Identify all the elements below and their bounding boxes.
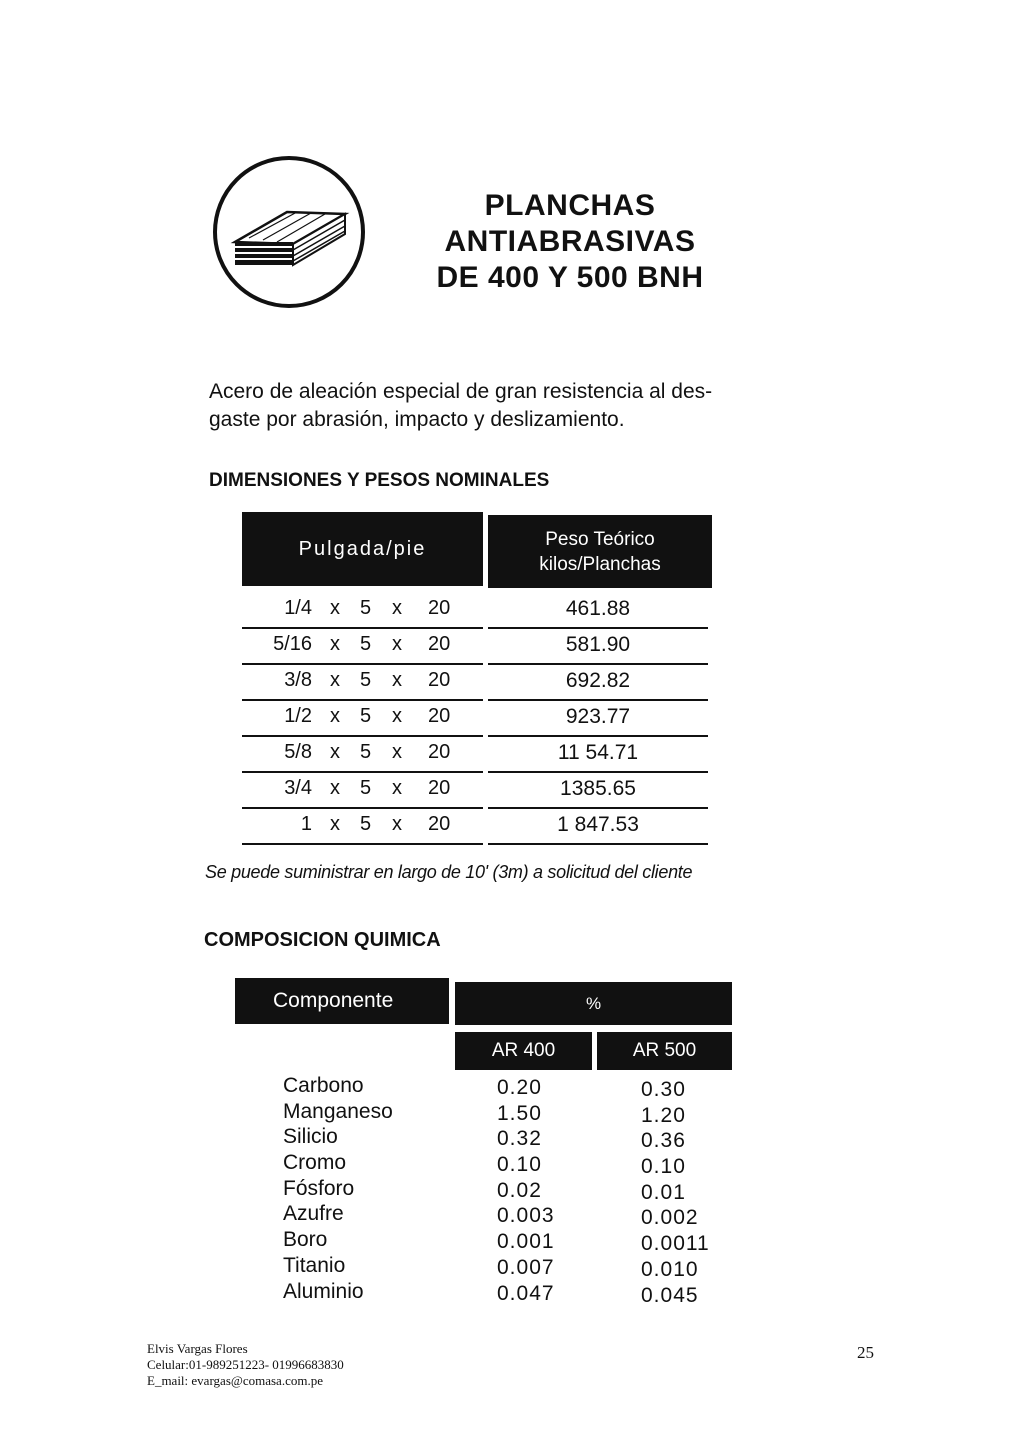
weight-cell: 1385.65 <box>560 777 636 800</box>
element-name: Carbono <box>283 1074 364 1097</box>
times-sign: x <box>330 669 340 691</box>
table-row <box>242 665 712 701</box>
dimensions-header-weight <box>488 515 712 588</box>
row-divider <box>242 843 483 845</box>
times-sign: x <box>392 813 402 835</box>
ar500-value: 0.10 <box>641 1155 686 1179</box>
chemistry-header-component: Componente <box>235 978 449 1024</box>
width-cell: 5 <box>360 597 372 619</box>
table-row <box>283 1100 743 1126</box>
ar400-value: 0.001 <box>497 1230 555 1254</box>
footer-phone: Celular:01-989251223- 01996683830 <box>147 1357 344 1372</box>
intro-line-2: gaste por abrasión, impacto y deslizamiento. <box>209 408 625 431</box>
chemistry-header-ar400: AR 400 <box>455 1032 592 1070</box>
table-row <box>242 809 712 845</box>
thickness-cell: 1/4 <box>284 597 312 619</box>
element-name: Titanio <box>283 1253 346 1277</box>
times-sign: x <box>392 669 402 691</box>
times-sign: x <box>330 597 340 619</box>
ar500-value: 0.010 <box>641 1257 699 1281</box>
weight-header-line-2: kilos/Planchas <box>539 553 661 575</box>
table-row <box>242 773 712 809</box>
weight-cell: 1 847.53 <box>557 813 639 836</box>
ar400-value: 0.32 <box>497 1127 542 1151</box>
title-line-2: ANTIABRASIVAS <box>444 225 696 258</box>
table-row <box>242 701 712 737</box>
row-divider <box>488 843 708 845</box>
thickness-cell: 1/2 <box>284 705 312 727</box>
intro-paragraph <box>209 378 789 434</box>
element-name: Manganeso <box>283 1099 393 1123</box>
chemistry-header-ar500: AR 500 <box>597 1032 732 1070</box>
length-cell: 20 <box>428 669 451 691</box>
footer-email: E_mail: evargas@comasa.com.pe <box>147 1373 323 1388</box>
ar500-value: 0.045 <box>641 1283 699 1307</box>
times-sign: x <box>392 705 402 727</box>
length-cell: 20 <box>428 777 451 799</box>
thickness-cell: 5/16 <box>273 633 312 655</box>
page-title <box>400 188 740 296</box>
width-cell: 5 <box>360 741 372 763</box>
times-sign: x <box>330 777 340 799</box>
intro-line-1: Acero de aleación especial de gran resistencia al des- <box>209 380 713 403</box>
ar400-value: 0.20 <box>497 1076 542 1099</box>
ar400-value: 0.02 <box>497 1178 542 1202</box>
title-line-3: DE 400 Y 500 BNH <box>436 261 704 294</box>
length-cell: 20 <box>428 741 451 763</box>
table-row <box>242 629 712 665</box>
table-row <box>283 1280 743 1306</box>
table-row <box>283 1074 743 1100</box>
footer-name: Elvis Vargas Flores <box>147 1341 248 1356</box>
times-sign: x <box>392 741 402 763</box>
ar500-value: 0.0011 <box>641 1232 710 1256</box>
element-name: Silicio <box>283 1125 338 1149</box>
ar500-value: 0.30 <box>641 1078 686 1101</box>
page-number: 25 <box>857 1343 874 1362</box>
chemistry-header-percent: % <box>455 982 732 1025</box>
length-cell: 20 <box>428 633 451 655</box>
table-row <box>283 1177 743 1203</box>
element-name: Azufre <box>283 1202 344 1226</box>
length-cell: 20 <box>428 597 451 619</box>
weight-header-line-1: Peso Teórico <box>545 528 655 550</box>
dimensions-header-size: Pulgada/pie <box>242 512 483 586</box>
width-cell: 5 <box>360 777 372 799</box>
weight-cell: 923.77 <box>565 705 631 728</box>
weight-cell: 11 54.71 <box>557 741 639 764</box>
footer-contact <box>147 1341 344 1389</box>
chemistry-table <box>283 1074 743 1305</box>
ar500-value: 0.01 <box>641 1180 686 1204</box>
ar500-value: 0.002 <box>641 1206 699 1230</box>
table-row <box>283 1228 743 1254</box>
times-sign: x <box>330 705 340 727</box>
table-row <box>242 593 712 629</box>
width-cell: 5 <box>360 633 372 655</box>
element-name: Boro <box>283 1228 328 1252</box>
thickness-cell: 3/4 <box>284 777 312 799</box>
element-name: Aluminio <box>283 1279 364 1303</box>
width-cell: 5 <box>360 813 372 835</box>
length-cell: 20 <box>428 705 451 727</box>
table-row <box>283 1125 743 1151</box>
ar400-value: 1.50 <box>497 1101 542 1125</box>
times-sign: x <box>330 633 340 655</box>
ar500-value: 1.20 <box>641 1103 686 1127</box>
table-row <box>283 1254 743 1280</box>
weight-cell: 461.88 <box>565 597 631 620</box>
dimensions-table <box>242 593 712 845</box>
ar400-value: 0.047 <box>497 1281 555 1305</box>
weight-cell: 692.82 <box>565 669 631 692</box>
element-name: Fósforo <box>283 1176 355 1200</box>
chemistry-heading: COMPOSICION QUIMICA <box>204 929 441 951</box>
ar400-value: 0.003 <box>497 1204 555 1228</box>
stacked-plates-icon <box>217 160 361 304</box>
times-sign: x <box>330 741 340 763</box>
table-row <box>283 1151 743 1177</box>
times-sign: x <box>392 597 402 619</box>
thickness-cell: 3/8 <box>284 669 312 691</box>
ar400-value: 0.10 <box>497 1153 542 1177</box>
element-name: Cromo <box>283 1151 347 1175</box>
thickness-cell: 5/8 <box>284 741 312 763</box>
stacked-plates-logo <box>213 156 365 308</box>
ar500-value: 0.36 <box>641 1129 686 1153</box>
width-cell: 5 <box>360 705 372 727</box>
times-sign: x <box>330 813 340 835</box>
width-cell: 5 <box>360 669 372 691</box>
dimensions-heading: DIMENSIONES Y PESOS NOMINALES <box>209 470 550 491</box>
table-row <box>242 737 712 773</box>
length-cell: 20 <box>428 813 451 835</box>
times-sign: x <box>392 777 402 799</box>
weight-cell: 581.90 <box>565 633 631 656</box>
thickness-cell: 1 <box>300 813 312 835</box>
table-row <box>283 1202 743 1228</box>
title-line-1: PLANCHAS <box>484 189 656 222</box>
length-note: Se puede suministrar en largo de 10' (3m) a solicitud del cliente <box>205 862 693 882</box>
ar400-value: 0.007 <box>497 1255 555 1279</box>
times-sign: x <box>392 633 402 655</box>
